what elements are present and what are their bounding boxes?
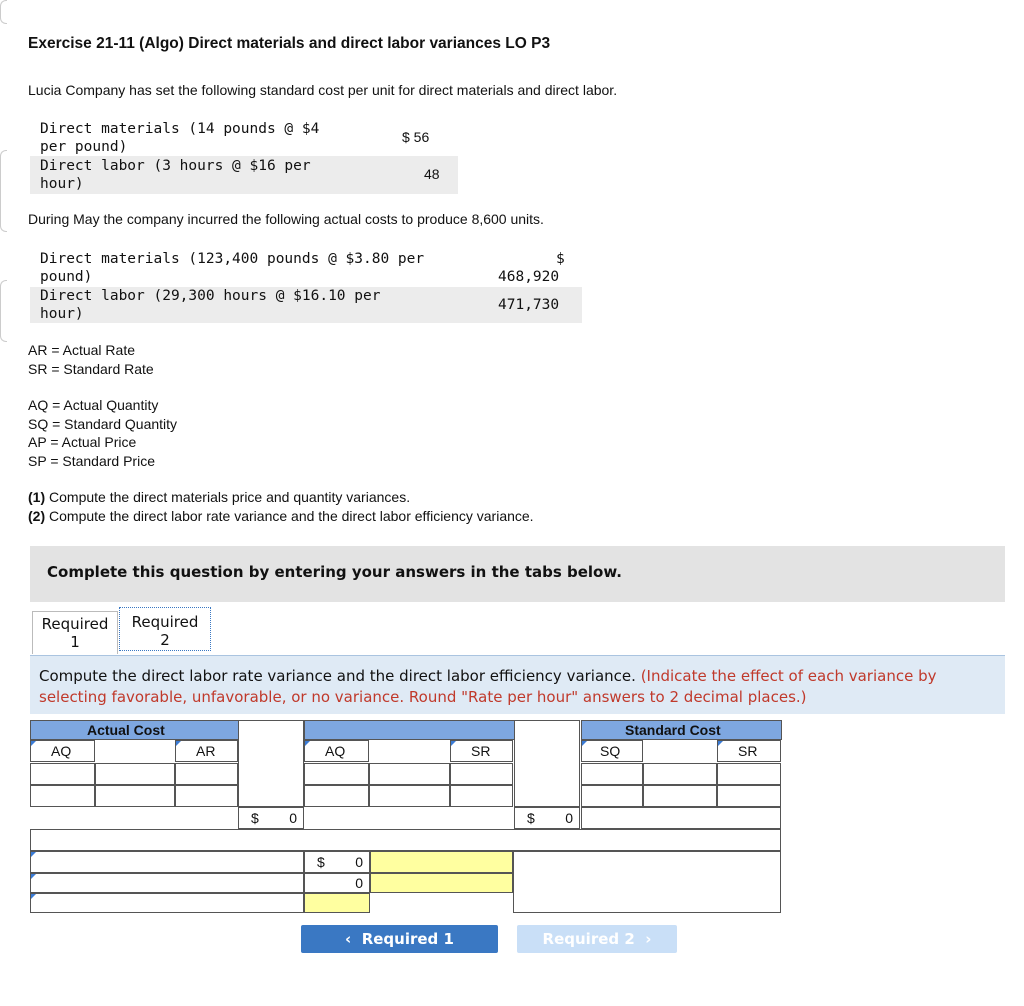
aq-label-cell[interactable]: AQ xyxy=(30,740,95,762)
efficiency-variance-value: 0 xyxy=(304,873,370,893)
task-1: (1) Compute the direct materials price and quantity variances. xyxy=(28,489,411,505)
instructions-banner: Complete this question by entering your answers in the tabs below. xyxy=(30,546,1005,602)
instruction-note: (Indicate the effect of each variance by selecting favorable, unfavorable, or no variance. Round "Rate per hour" answers to 2 decimal places.) xyxy=(39,667,937,706)
middle-sr-label[interactable]: SR xyxy=(450,740,513,762)
rate-variance-label[interactable] xyxy=(30,851,304,873)
middle-input-2[interactable] xyxy=(369,763,450,785)
aq-input-3[interactable] xyxy=(30,785,95,807)
actual-cost-result-col xyxy=(238,720,304,807)
ar-input-2[interactable] xyxy=(175,785,238,807)
rate-variance-effect[interactable] xyxy=(370,851,513,873)
sq-input-1[interactable] xyxy=(581,763,643,785)
actual-intro-text: During May the company incurred the following actual costs to produce 8,600 units. xyxy=(28,211,544,227)
tab-required-2[interactable]: Required 2 xyxy=(119,607,211,651)
middle-aq-input-1[interactable] xyxy=(304,763,369,785)
middle-total: $ 0 xyxy=(514,807,580,829)
total-variance-label[interactable] xyxy=(30,893,304,913)
page-edge-top xyxy=(0,0,7,24)
standard-total-row xyxy=(581,807,781,829)
middle-aq-label[interactable]: AQ xyxy=(304,740,369,762)
rate-variance-value: $ 0 xyxy=(304,851,370,873)
intro-text: Lucia Company has set the following standard cost per unit for direct materials and direct labor. xyxy=(28,82,618,98)
actual-labor-amount: 471,730 xyxy=(498,297,560,313)
chevron-left-icon: ‹ xyxy=(345,930,352,948)
instruction-text: Compute the direct labor rate variance and the direct labor efficiency variance. xyxy=(39,667,641,685)
rate-definitions: AR = Actual Rate SR = Standard Rate xyxy=(28,342,154,377)
standard-cost-header: Standard Cost xyxy=(581,720,782,740)
middle-header xyxy=(304,720,515,740)
std-row-labor: Direct labor (3 hours @ $16 per hour) xyxy=(40,158,311,192)
actual-materials-dollar: $ xyxy=(556,251,565,267)
sr-label-cell[interactable]: SR xyxy=(717,740,781,762)
exercise-title: Exercise 21-11 (Algo) Direct materials and direct labor variances LO P3 xyxy=(28,35,551,52)
actual-cost-total: $ 0 xyxy=(238,807,304,829)
page-edge-low xyxy=(0,280,7,342)
sq-input-2[interactable] xyxy=(643,763,717,785)
actual-cost-table xyxy=(30,249,582,325)
efficiency-variance-effect[interactable] xyxy=(370,873,513,893)
next-required-button[interactable]: Required 2 › xyxy=(517,925,677,953)
aq-input-4[interactable] xyxy=(95,785,175,807)
middle-result-col xyxy=(514,720,580,807)
variance-grid xyxy=(30,720,781,913)
actual-cost-header: Actual Cost xyxy=(30,720,239,740)
efficiency-variance-label[interactable] xyxy=(30,873,304,893)
chevron-right-icon: › xyxy=(645,930,652,948)
std-row-materials: Direct materials (14 pounds @ $4 per pound) xyxy=(40,121,320,155)
std-materials-amount: $ 56 xyxy=(402,129,430,145)
sq-input-4[interactable] xyxy=(643,785,717,807)
sr-input-2[interactable] xyxy=(717,785,781,807)
aq-input-2[interactable] xyxy=(95,763,175,785)
variance-spacer-row xyxy=(30,829,781,851)
sq-input-3[interactable] xyxy=(581,785,643,807)
actual-row-materials: Direct materials (123,400 pounds @ $3.80 per pound) xyxy=(40,251,425,285)
middle-aq-input-3[interactable] xyxy=(304,785,369,807)
task-2: (2) Compute the direct labor rate variance and the direct labor efficiency variance. xyxy=(28,508,534,524)
middle-sr-input-1[interactable] xyxy=(450,763,513,785)
actual-materials-amount: 468,920 xyxy=(498,269,560,285)
prev-required-button[interactable]: ‹ Required 1 xyxy=(301,925,498,953)
task-list xyxy=(28,488,534,526)
aq-input-1[interactable] xyxy=(30,763,95,785)
page-edge-mid xyxy=(0,150,7,232)
actual-row-labor: Direct labor (29,300 hours @ $16.10 per hour) xyxy=(40,288,381,322)
instruction-box xyxy=(30,655,1005,714)
sr-input-1[interactable] xyxy=(717,763,781,785)
std-labor-amount: 48 xyxy=(424,166,440,182)
ar-input-1[interactable] xyxy=(175,763,238,785)
middle-input-4[interactable] xyxy=(369,785,450,807)
quantity-definitions: AQ = Actual Quantity SQ = Standard Quantity AP = Actual Price SP = Standard Price xyxy=(28,397,178,469)
standard-cost-table xyxy=(30,118,458,194)
middle-sr-input-2[interactable] xyxy=(450,785,513,807)
sq-label-cell[interactable]: SQ xyxy=(581,740,643,762)
ar-label-cell[interactable]: AR xyxy=(175,740,238,762)
variance-right-blank xyxy=(513,851,781,913)
tab-required-1[interactable]: Required 1 xyxy=(32,611,118,654)
total-variance-value[interactable] xyxy=(304,893,370,913)
